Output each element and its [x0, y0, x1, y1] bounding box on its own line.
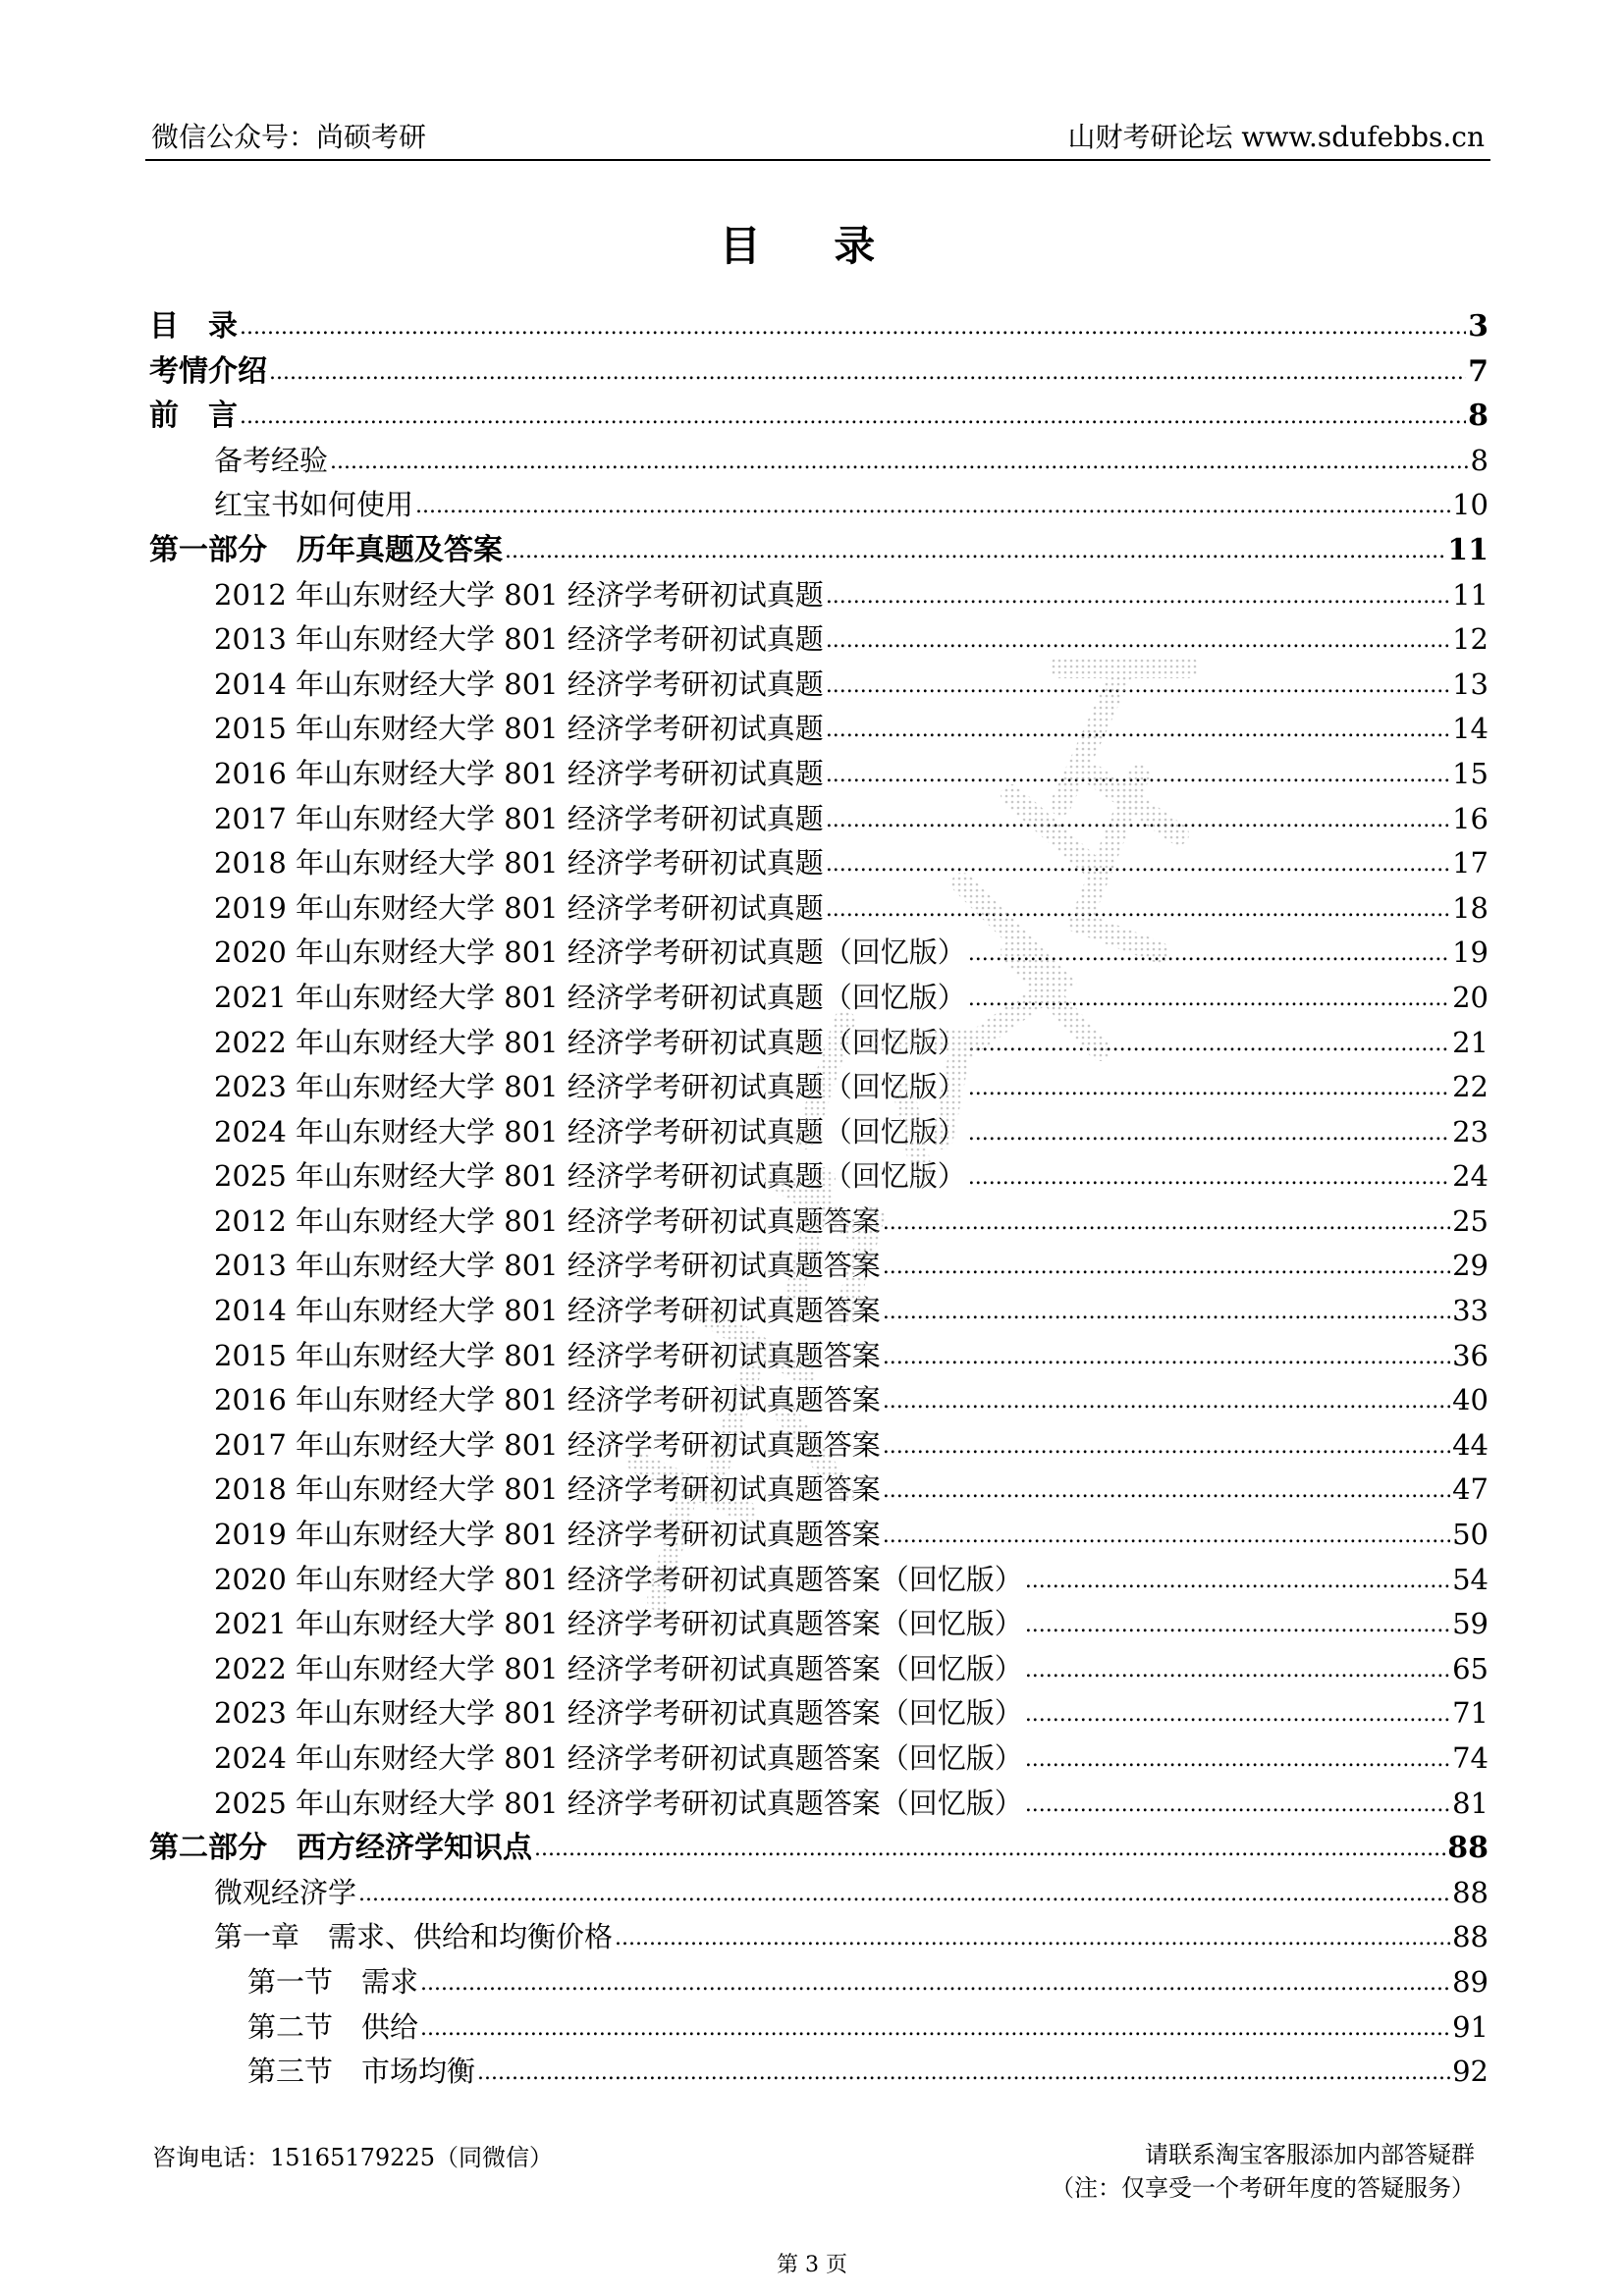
toc-entry-label: 2016 年山东财经大学 801 经济学考研初试真题答案: [214, 1383, 881, 1417]
toc-entry-label: 2025 年山东财经大学 801 经济学考研初试真题答案（回忆版）: [214, 1786, 1023, 1820]
toc-leader-dots: [968, 974, 1450, 1022]
toc-leader-dots: [826, 615, 1450, 664]
toc-entry-page: 91: [1452, 2009, 1489, 2044]
toc-entry[interactable]: [149, 1558, 1489, 1603]
toc-leader-dots: [883, 1511, 1450, 1559]
toc-entry-page: 88: [1447, 1831, 1489, 1866]
toc-entry-page: 71: [1452, 1696, 1489, 1731]
toc-entry[interactable]: [149, 1244, 1489, 1289]
toc-entry-label: 2013 年山东财经大学 801 经济学考研初试真题: [214, 622, 824, 657]
toc-entry-label: 2019 年山东财经大学 801 经济学考研初试真题答案: [214, 1518, 881, 1552]
toc-entry[interactable]: [149, 1691, 1489, 1736]
toc-entry-label: 2025 年山东财经大学 801 经济学考研初试真题（回忆版）: [214, 1159, 966, 1194]
toc-leader-dots: [883, 1466, 1450, 1514]
toc-entry[interactable]: [149, 573, 1489, 618]
header-forum: 山财考研论坛 www.sdufebbs.cn: [1067, 121, 1485, 153]
page-number: 第 3 页: [777, 2253, 847, 2277]
toc-entry[interactable]: [149, 483, 1489, 528]
toc-entry[interactable]: [149, 707, 1489, 752]
footer-note: [1051, 2138, 1475, 2205]
toc-entry-page: 8: [1468, 399, 1489, 434]
toc-entry-label: 2021 年山东财经大学 801 经济学考研初试真题（回忆版）: [214, 980, 966, 1014]
toc-leader-dots: [883, 1198, 1450, 1246]
toc-leader-dots: [1025, 1645, 1450, 1693]
toc-entry-label: 第二部分 西方经济学知识点: [149, 1831, 532, 1866]
toc-entry-page: 12: [1452, 622, 1489, 657]
toc-entry-page: 16: [1452, 801, 1489, 835]
toc-entry[interactable]: [149, 1065, 1489, 1110]
toc-leader-dots: [420, 1958, 1450, 2006]
toc-entry-page: 81: [1452, 1786, 1489, 1820]
toc-entry-label: 2015 年山东财经大学 801 经济学考研初试真题答案: [214, 1338, 881, 1372]
toc-entry-label: 2012 年山东财经大学 801 经济学考研初试真题答案: [214, 1203, 881, 1238]
table-of-contents: [149, 304, 1489, 2095]
toc-entry[interactable]: [149, 931, 1489, 976]
toc-entry-label: 第一章 需求、供给和均衡价格: [214, 1920, 614, 1954]
toc-entry[interactable]: [149, 1960, 1489, 2005]
toc-entry[interactable]: [149, 1289, 1489, 1334]
toc-entry-page: 7: [1468, 353, 1489, 389]
toc-leader-dots: [826, 571, 1450, 619]
toc-leader-dots: [240, 302, 1466, 350]
toc-leader-dots: [415, 481, 1450, 529]
toc-entry-page: 10: [1452, 488, 1489, 522]
toc-entry-label: 2019 年山东财经大学 801 经济学考研初试真题: [214, 890, 824, 925]
toc-entry[interactable]: [149, 1423, 1489, 1468]
toc-entry-page: 50: [1452, 1518, 1489, 1552]
toc-leader-dots: [883, 1242, 1450, 1290]
toc-leader-dots: [883, 1287, 1450, 1335]
toc-entry[interactable]: [149, 2005, 1489, 2051]
footer-note-line2: （注：仅享受一个考研年度的答疑服务）: [1051, 2174, 1475, 2202]
toc-entry[interactable]: [149, 752, 1489, 797]
toc-entry-label: 第三节 市场均衡: [247, 2055, 476, 2089]
toc-entry-page: 19: [1452, 935, 1489, 970]
toc-entry-page: 29: [1452, 1249, 1489, 1283]
toc-entry-label: 2013 年山东财经大学 801 经济学考研初试真题答案: [214, 1249, 881, 1283]
toc-entry-label: 第一部分 历年真题及答案: [149, 532, 503, 567]
toc-entry-label: 2018 年山东财经大学 801 经济学考研初试真题: [214, 846, 824, 881]
toc-entry-label: 备考经验: [214, 443, 329, 477]
toc-entry[interactable]: [149, 1154, 1489, 1200]
toc-entry-page: 21: [1452, 1025, 1489, 1059]
toc-leader-dots: [968, 1108, 1450, 1156]
toc-entry-page: 15: [1452, 756, 1489, 790]
toc-entry[interactable]: [149, 976, 1489, 1021]
toc-leader-dots: [883, 1332, 1450, 1380]
toc-entry[interactable]: [149, 1826, 1489, 1871]
toc-entry-page: 36: [1452, 1338, 1489, 1372]
toc-leader-dots: [826, 750, 1450, 798]
toc-entry[interactable]: [149, 1647, 1489, 1692]
toc-entry-label: 2014 年山东财经大学 801 经济学考研初试真题答案: [214, 1294, 881, 1328]
toc-entry-label: 2022 年山东财经大学 801 经济学考研初试真题答案（回忆版）: [214, 1651, 1023, 1685]
toc-entry-label: 微观经济学: [214, 1875, 357, 1909]
toc-leader-dots: [826, 795, 1450, 843]
toc-leader-dots: [826, 705, 1450, 753]
toc-entry-page: 8: [1470, 443, 1489, 477]
toc-entry[interactable]: [149, 886, 1489, 932]
toc-title: 目 录: [719, 222, 905, 270]
toc-leader-dots: [826, 661, 1450, 709]
toc-entry-label: 2024 年山东财经大学 801 经济学考研初试真题答案（回忆版）: [214, 1741, 1023, 1775]
toc-leader-dots: [1025, 1735, 1450, 1783]
toc-leader-dots: [968, 1152, 1450, 1201]
toc-entry-label: 2022 年山东财经大学 801 经济学考研初试真题（回忆版）: [214, 1025, 966, 1059]
toc-entry-page: 23: [1452, 1114, 1489, 1148]
toc-entry-page: 25: [1452, 1203, 1489, 1238]
toc-entry-page: 44: [1452, 1427, 1489, 1462]
toc-entry-page: 11: [1452, 577, 1489, 612]
toc-entry-page: 20: [1452, 980, 1489, 1014]
toc-entry-page: 88: [1452, 1920, 1489, 1954]
toc-entry-page: 47: [1452, 1472, 1489, 1507]
toc-leader-dots: [615, 1913, 1450, 1961]
toc-entry-label: 第二节 供给: [247, 2009, 419, 2044]
toc-leader-dots: [968, 1019, 1450, 1067]
toc-entry[interactable]: [149, 1378, 1489, 1423]
toc-entry-label: 2018 年山东财经大学 801 经济学考研初试真题答案: [214, 1472, 881, 1507]
toc-entry[interactable]: [149, 1513, 1489, 1558]
toc-entry-label: 前 言: [149, 399, 238, 434]
toc-entry-label: 2023 年山东财经大学 801 经济学考研初试真题（回忆版）: [214, 1070, 966, 1104]
toc-entry-label: 2012 年山东财经大学 801 经济学考研初试真题: [214, 577, 824, 612]
toc-entry[interactable]: [149, 1468, 1489, 1513]
toc-entry[interactable]: [149, 1736, 1489, 1782]
toc-entry-page: 17: [1452, 846, 1489, 881]
toc-leader-dots: [968, 929, 1450, 977]
toc-entry[interactable]: [149, 1110, 1489, 1155]
toc-entry-page: 88: [1452, 1875, 1489, 1909]
toc-entry-label: 目 录: [149, 309, 238, 344]
toc-entry[interactable]: [149, 663, 1489, 708]
toc-leader-dots: [477, 2048, 1450, 2096]
toc-entry[interactable]: [149, 439, 1489, 484]
toc-leader-dots: [1025, 1556, 1450, 1604]
toc-leader-dots: [1025, 1600, 1450, 1648]
toc-entry-page: 18: [1452, 890, 1489, 925]
toc-entry-page: 3: [1468, 309, 1489, 344]
toc-entry-label: 2017 年山东财经大学 801 经济学考研初试真题答案: [214, 1427, 881, 1462]
toc-entry[interactable]: [149, 1200, 1489, 1245]
toc-entry-label: 考情介绍: [149, 353, 267, 389]
toc-entry-page: 92: [1452, 2055, 1489, 2089]
toc-entry[interactable]: [149, 617, 1489, 663]
toc-entry[interactable]: [149, 304, 1489, 349]
toc-leader-dots: [826, 884, 1450, 933]
toc-leader-dots: [883, 1421, 1450, 1469]
toc-entry-label: 2021 年山东财经大学 801 经济学考研初试真题答案（回忆版）: [214, 1607, 1023, 1641]
toc-entry-page: 40: [1452, 1383, 1489, 1417]
toc-entry-page: 14: [1452, 712, 1489, 746]
toc-entry-page: 65: [1452, 1651, 1489, 1685]
toc-entry[interactable]: [149, 1334, 1489, 1379]
toc-entry-label: 2020 年山东财经大学 801 经济学考研初试真题答案（回忆版）: [214, 1562, 1023, 1596]
toc-leader-dots: [968, 1063, 1450, 1111]
toc-entry[interactable]: [149, 1782, 1489, 1827]
toc-entry-page: 22: [1452, 1070, 1489, 1104]
page-header: [145, 116, 1490, 161]
toc-entry-label: 2014 年山东财经大学 801 经济学考研初试真题: [214, 667, 824, 701]
toc-entry[interactable]: [149, 1021, 1489, 1066]
toc-entry-page: 13: [1452, 667, 1489, 701]
toc-entry[interactable]: [149, 528, 1489, 573]
toc-leader-dots: [1025, 1780, 1450, 1828]
toc-entry-label: 2020 年山东财经大学 801 经济学考研初试真题（回忆版）: [214, 935, 966, 970]
toc-entry-page: 59: [1452, 1607, 1489, 1641]
toc-entry-label: 红宝书如何使用: [214, 488, 414, 522]
toc-entry-page: 74: [1452, 1741, 1489, 1775]
toc-entry-page: 24: [1452, 1159, 1489, 1194]
toc-entry[interactable]: [149, 841, 1489, 886]
toc-leader-dots: [420, 2003, 1450, 2052]
toc-leader-dots: [358, 1869, 1450, 1917]
toc-entry[interactable]: [149, 797, 1489, 842]
footer-note-line1: 请联系淘宝客服添加内部答疑群: [1145, 2141, 1475, 2168]
toc-leader-dots: [240, 392, 1466, 440]
toc-entry-page: 33: [1452, 1294, 1489, 1328]
toc-entry[interactable]: [149, 349, 1489, 395]
toc-leader-dots: [1025, 1689, 1450, 1737]
toc-entry[interactable]: [149, 1602, 1489, 1647]
toc-leader-dots: [505, 526, 1445, 574]
toc-leader-dots: [330, 437, 1469, 485]
toc-entry-page: 89: [1452, 1964, 1489, 1999]
toc-leader-dots: [534, 1824, 1445, 1872]
footer-contact: 咨询电话：15165179225（同微信）: [152, 2144, 553, 2171]
toc-entry[interactable]: [149, 2050, 1489, 2095]
toc-entry-label: 2017 年山东财经大学 801 经济学考研初试真题: [214, 801, 824, 835]
toc-leader-dots: [883, 1376, 1450, 1424]
header-wechat: 微信公众号：尚硕考研: [151, 121, 427, 153]
toc-entry-label: 2015 年山东财经大学 801 经济学考研初试真题: [214, 712, 824, 746]
toc-entry-label: 第一节 需求: [247, 1964, 419, 1999]
toc-entry-label: 2016 年山东财经大学 801 经济学考研初试真题: [214, 756, 824, 790]
toc-entry[interactable]: [149, 1871, 1489, 1916]
toc-entry-label: 2023 年山东财经大学 801 经济学考研初试真题答案（回忆版）: [214, 1696, 1023, 1731]
toc-entry[interactable]: [149, 1915, 1489, 1960]
toc-entry-label: 2024 年山东财经大学 801 经济学考研初试真题（回忆版）: [214, 1114, 966, 1148]
toc-entry-page: 54: [1452, 1562, 1489, 1596]
toc-entry-page: 11: [1447, 532, 1489, 567]
toc-entry[interactable]: [149, 394, 1489, 439]
toc-leader-dots: [269, 347, 1466, 396]
toc-leader-dots: [826, 839, 1450, 887]
